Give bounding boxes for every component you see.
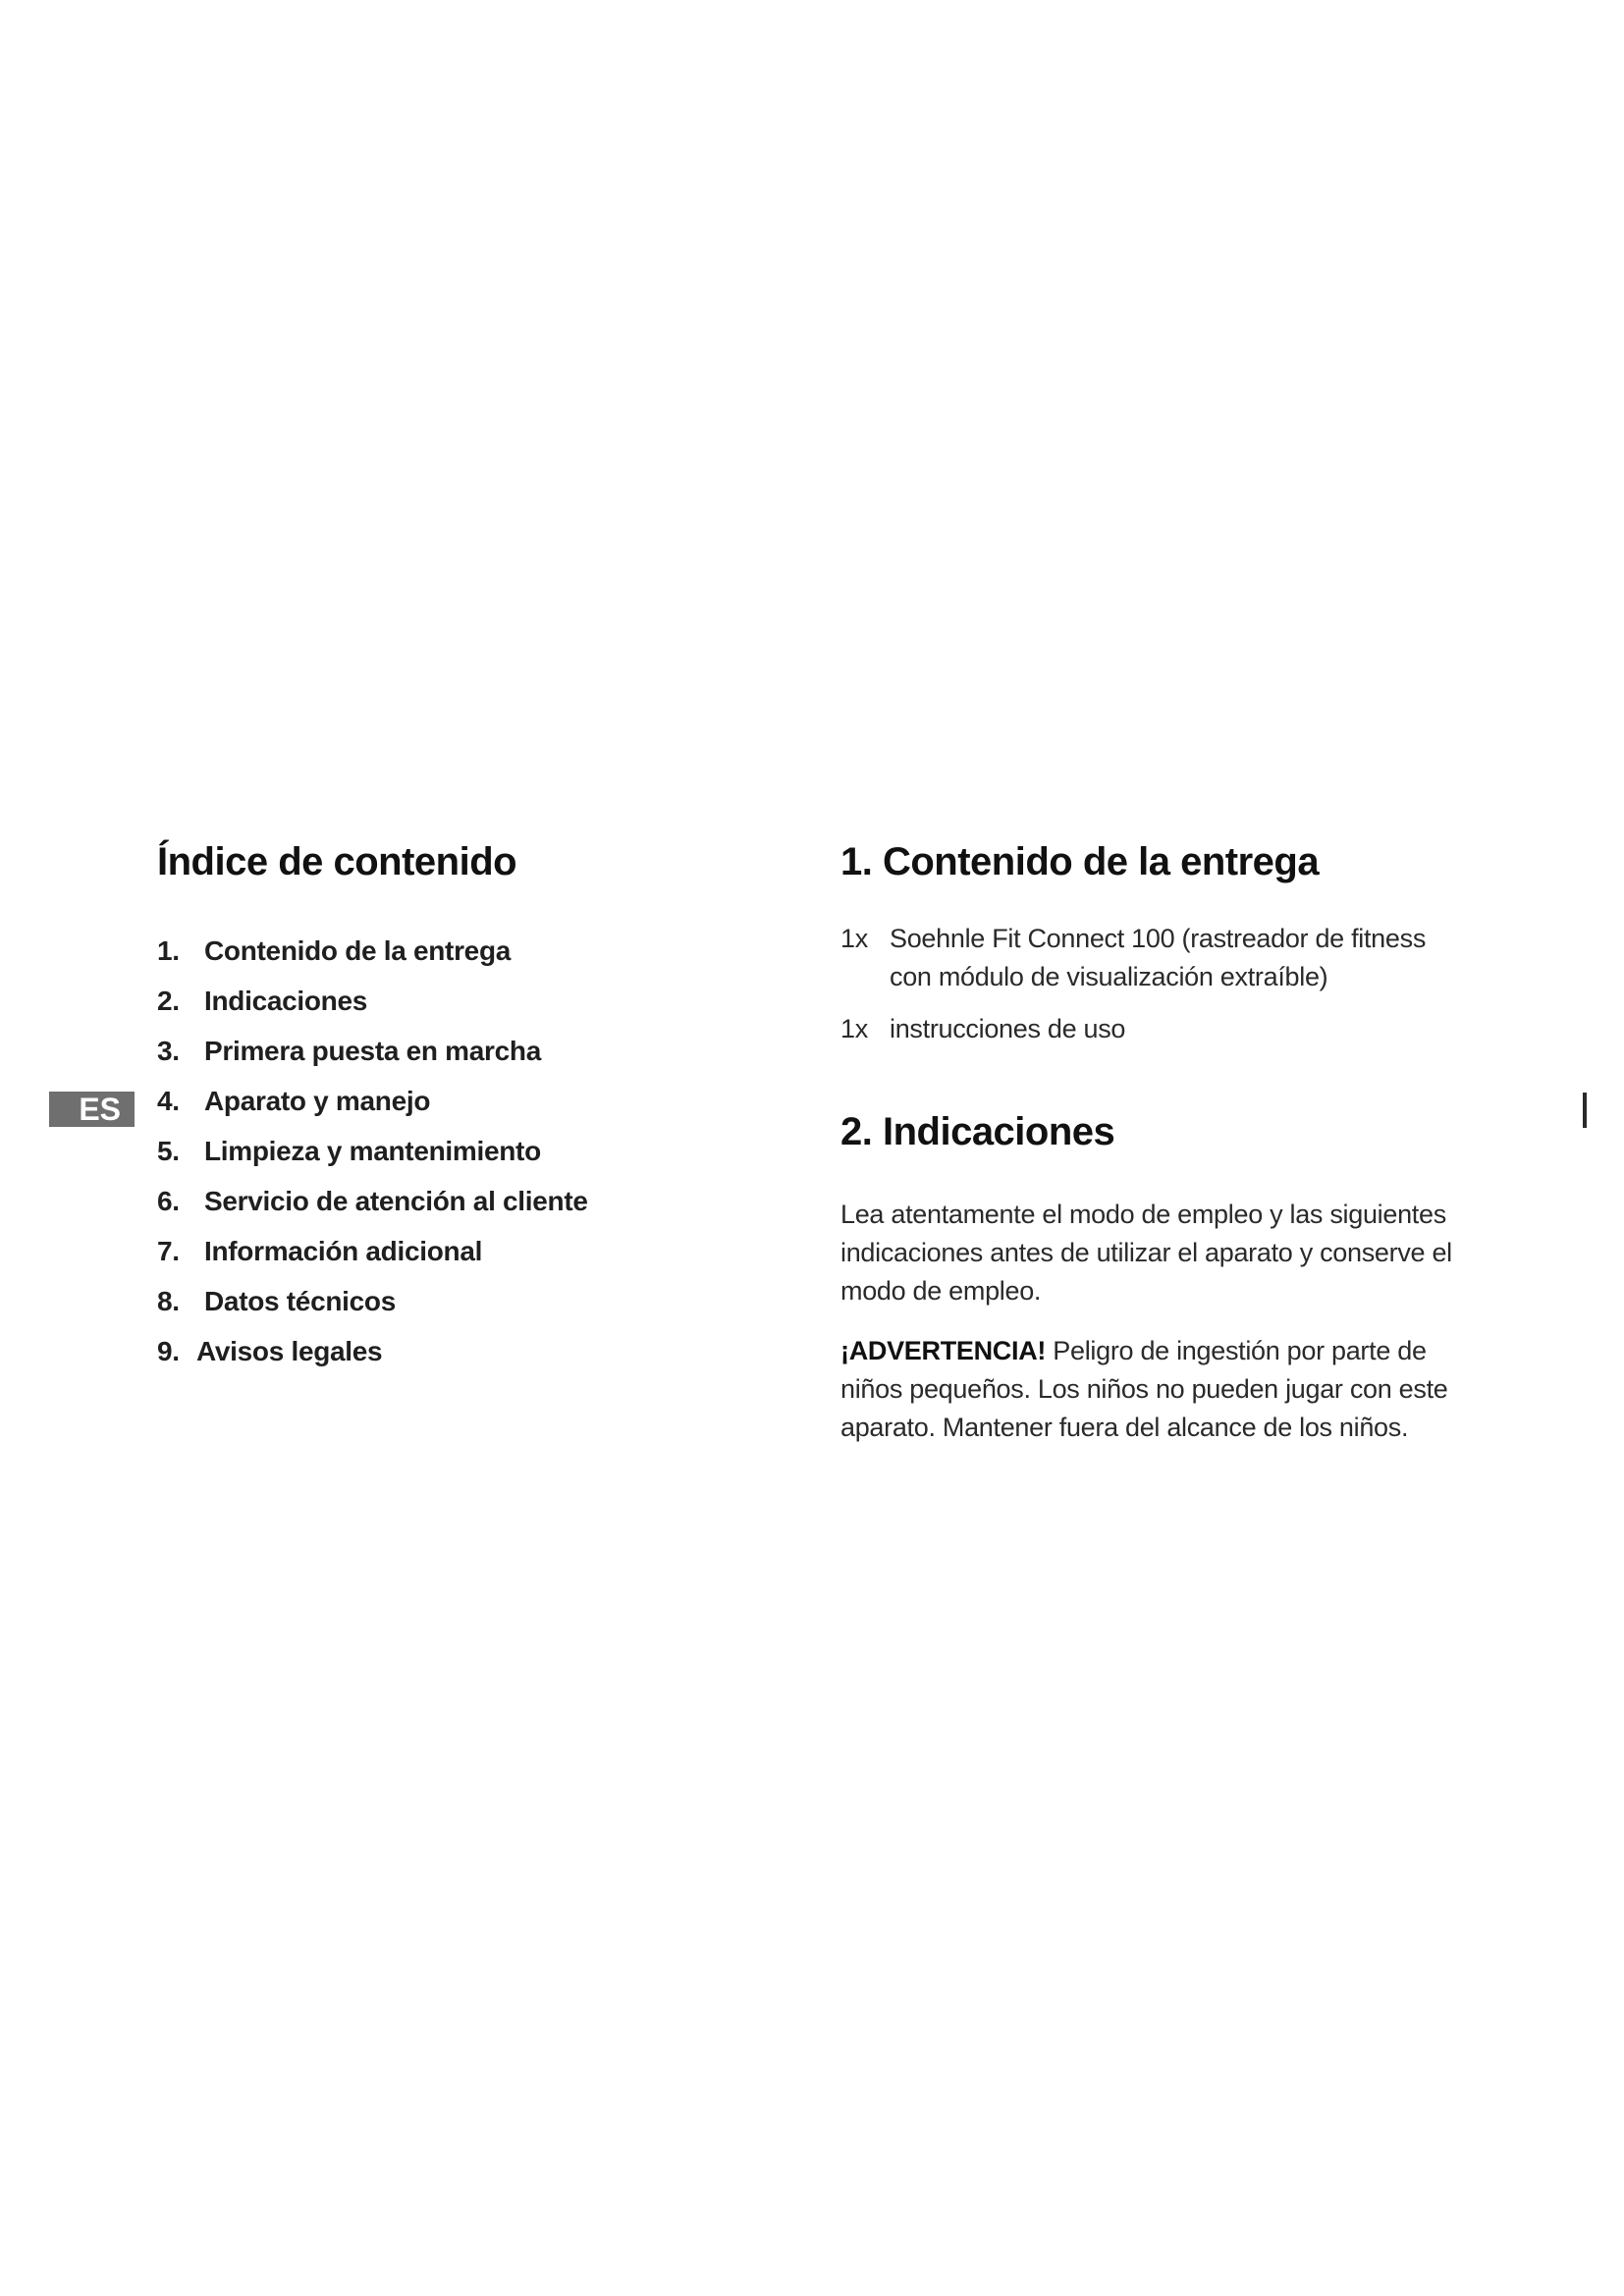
warning-label: ¡ADVERTENCIA! (840, 1336, 1047, 1365)
toc-item[interactable] (157, 976, 707, 1026)
toc-item[interactable] (157, 1076, 707, 1126)
section-title: 1. Contenido de la entrega (840, 840, 1320, 883)
toc-item-number: 8. (157, 1286, 180, 1316)
page-edge-marker (1583, 1093, 1587, 1128)
item-description: instrucciones de uso (890, 1014, 1126, 1043)
toc-item[interactable] (157, 1326, 707, 1376)
indications-paragraph: Lea atentamente el modo de empleo y las siguientes indicaciones antes de utilizar el aparato y conserve el modo de empleo. (840, 1200, 1452, 1306)
toc-item-number: 6. (157, 1186, 180, 1216)
section-indications (840, 1109, 1469, 1447)
toc-item[interactable] (157, 1226, 707, 1276)
item-quantity: 1x (840, 924, 868, 953)
toc-item[interactable] (157, 1026, 707, 1076)
toc-item-label: Limpieza y mantenimiento (204, 1136, 541, 1166)
list-item (840, 1010, 1469, 1048)
table-of-contents (157, 839, 707, 1376)
toc-item-number: 4. (157, 1086, 180, 1116)
toc-title: Índice de contenido (157, 840, 517, 883)
item-quantity: 1x (840, 1014, 868, 1043)
toc-item-number: 3. (157, 1036, 180, 1066)
toc-item-label: Servicio de atención al cliente (204, 1186, 588, 1216)
toc-item-label: Indicaciones (204, 986, 368, 1016)
language-tab: ES (49, 1092, 135, 1127)
list-item (840, 920, 1469, 996)
section-delivery-contents (840, 839, 1469, 1048)
toc-item-label: Primera puesta en marcha (204, 1036, 541, 1066)
warning-text: Peligro de ingestión por parte de niños pequeños. Los niños no pueden jugar con este aparato. Mantener fuera del alcance de los niños. (840, 1336, 1448, 1442)
content-column (840, 839, 1469, 1447)
toc-item-number: 9. (157, 1336, 180, 1366)
toc-item-number: 5. (157, 1136, 180, 1166)
toc-item[interactable] (157, 926, 707, 976)
item-description: Soehnle Fit Connect 100 (rastreador de fitness con módulo de visualización extraíble) (890, 924, 1427, 991)
toc-item-label: Aparato y manejo (204, 1086, 431, 1116)
toc-item[interactable] (157, 1176, 707, 1226)
delivery-list (840, 920, 1469, 1048)
toc-item-label: Datos técnicos (204, 1286, 396, 1316)
toc-list (157, 926, 707, 1376)
toc-item-label: Avisos legales (196, 1336, 383, 1366)
section-title: 2. Indicaciones (840, 1110, 1115, 1153)
warning-paragraph (840, 1332, 1469, 1447)
toc-item-number: 7. (157, 1236, 180, 1266)
toc-item-label: Información adicional (204, 1236, 483, 1266)
toc-item[interactable] (157, 1276, 707, 1326)
toc-item-number: 2. (157, 986, 180, 1016)
toc-item[interactable] (157, 1126, 707, 1176)
toc-item-label: Contenido de la entrega (204, 935, 512, 966)
toc-item-number: 1. (157, 935, 180, 966)
